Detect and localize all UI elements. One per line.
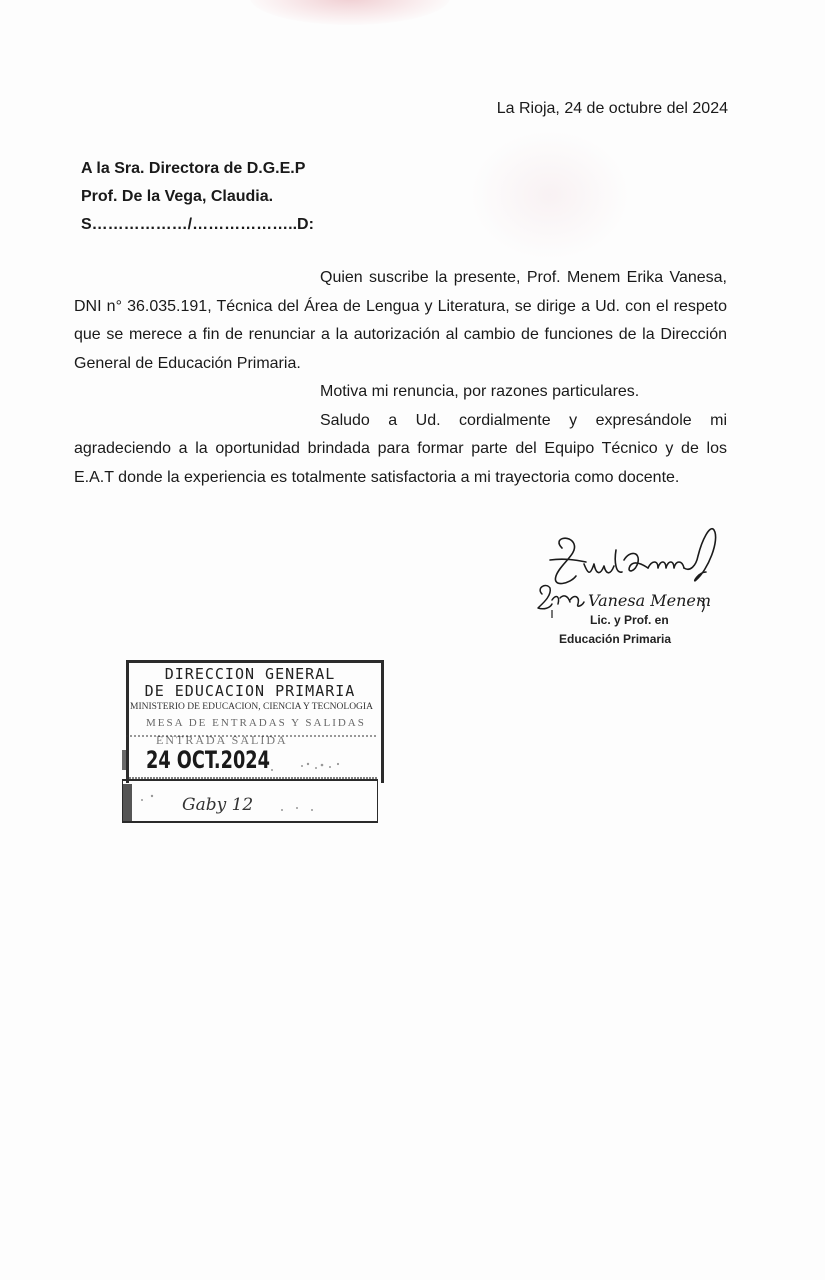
handwritten-signature [530,520,730,620]
recipient-salutation: S………………/………………..D: [81,216,314,233]
stamp-date: 24 OCT.2024 [146,746,270,774]
recipient-name: Prof. De la Vega, Claudia. [81,188,274,205]
stamp-text: DE EDUCACION PRIMARIA [144,682,356,700]
document-date: La Rioja, 24 de octubre del 2024 [496,100,728,117]
letter-body [74,264,727,492]
signature-title: Lic. y Prof. en [590,613,669,627]
stamp-text: ENTRADA SALIDA [156,733,288,747]
body-paragraph: Quien suscribe la presente, Prof. Menem Erika Vanesa, DNI n° 36.035.191, Técnica del Área de Lengua y Literatura, se dirige a Ud. con el respeto que se merece a fin de renunciar a la autorización al cambio de funciones de la Dirección General de Educación Primaria. [74,269,727,372]
recipient-block [81,155,314,239]
recipient-line: A la Sra. Directora de D.G.E.P [81,160,306,177]
stamp-handwritten-note: Gaby 12 [182,795,254,815]
signature-title: Educación Primaria [559,632,672,646]
stamp-text: MESA DE ENTRADAS Y SALIDAS [146,717,366,729]
paper-smudge [470,130,630,260]
signature-block [530,520,730,650]
stamp-text: MINISTERIO DE EDUCACIÓN, CIENCIA Y TECNOLOGIA [130,702,373,712]
svg-text:Vanesa Menem: Vanesa Menem [588,591,712,610]
body-paragraph: Motiva mi renuncia, por razones particulares. [320,383,640,400]
stamp-text: DIRECCION GENERAL [164,665,336,683]
reception-stamp [122,660,378,825]
paper-smudge [250,0,450,25]
body-paragraph: Saludo a Ud. cordialmente y expresándole mi agradeciendo a la oportunidad brindada para formar parte del Equipo Técnico y de los E.A.T donde la experiencia es totalmente satisfactoria a mi trayectoria como docente. [74,411,727,486]
